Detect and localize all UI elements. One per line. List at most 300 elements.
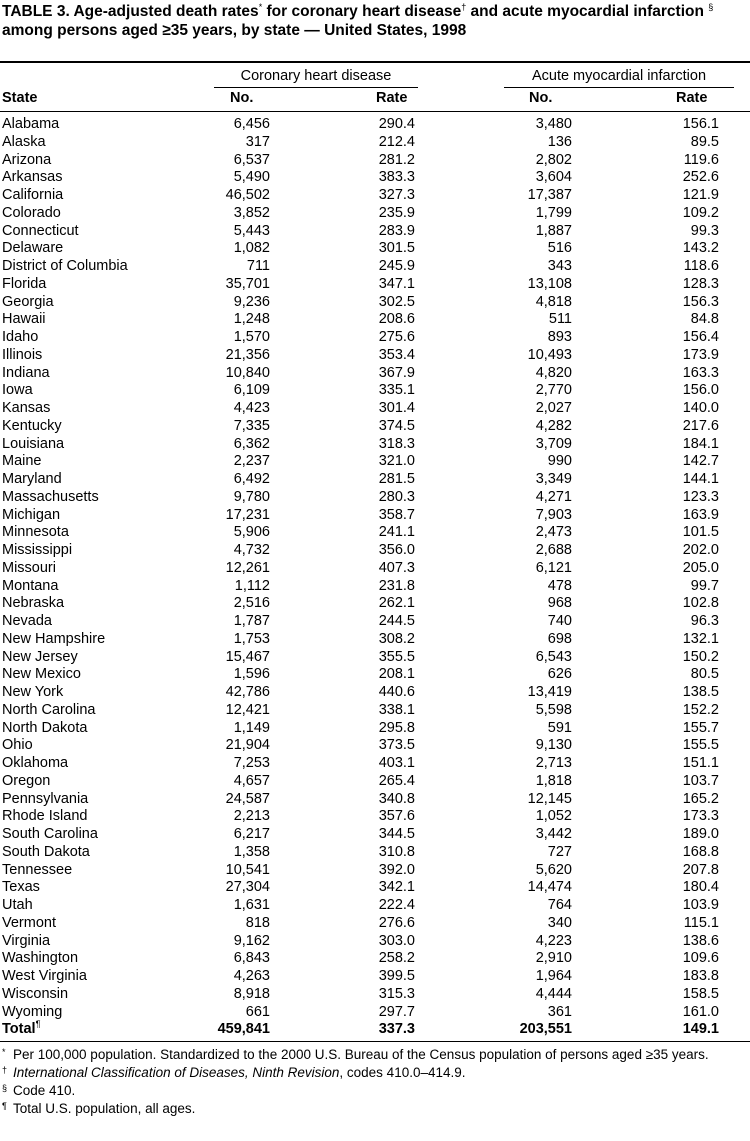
table-body [0,116,750,1039]
table-row [0,897,750,915]
top-rule [0,61,750,63]
cell-state: Arizona [2,151,52,168]
cell-ami-rate: 217.6 [682,417,719,434]
cell-state: Iowa [2,382,33,399]
cell-ami-rate: 123.3 [682,488,719,505]
cell-state: Wyoming [2,1003,63,1020]
table-row [0,205,750,223]
cell-state: Delaware [2,240,64,257]
table-row-total [0,1021,750,1039]
cell-chd-rate: 315.3 [378,985,415,1002]
title-text-3: and acute myocardial infarction [466,3,709,20]
table-row [0,542,750,560]
cell-ami-rate: 103.7 [682,772,719,789]
cell-chd-rate: 258.2 [378,950,415,967]
cell-ami-rate: 119.6 [683,151,719,168]
cell-ami-rate: 138.5 [682,684,719,700]
cell-state: Arkansas [2,169,63,186]
column-header-state: State [2,90,38,106]
cell-chd-no: 6,109 [233,382,270,399]
table-row [0,879,750,897]
footnote-pilcrow-mark: ¶ [2,1101,7,1111]
table-row [0,933,750,951]
cell-ami-rate: 156.3 [682,293,719,310]
cell-chd-no: 4,732 [233,542,270,558]
cell-state: New Hampshire [2,630,106,647]
cell-ami-no: 1,887 [535,222,572,239]
cell-chd-no: 6,843 [233,950,270,967]
table-row [0,418,750,436]
table-row [0,791,750,809]
cell-ami-no: 13,419 [527,684,572,700]
footnote-star-text: Per 100,000 population. Standardized to the 2000 U.S. Bureau of the Census population of persons aged ≥35 years. [13,1047,709,1062]
table-row [0,347,750,365]
cell-state: Kansas [2,400,51,416]
cell-state: Montana [2,577,59,594]
cell-chd-no: 818 [245,914,270,931]
cell-ami-no: 5,598 [535,701,572,718]
cell-chd-rate: 301.4 [378,400,415,416]
cell-chd-no: 4,263 [233,968,270,984]
cell-chd-no: 10,840 [225,364,270,381]
cell-chd-rate: 208.6 [378,311,415,328]
footnote-star [2,1046,748,1064]
cell-ami-rate: 132.1 [682,630,719,647]
total-cell-chd-rate: 337.3 [378,1021,415,1038]
table-row [0,986,750,1004]
cell-chd-no: 35,701 [225,275,270,292]
cell-ami-no: 4,282 [535,417,572,434]
cell-chd-rate: 290.4 [378,116,415,132]
cell-ami-rate: 168.8 [682,843,719,860]
cell-ami-rate: 165.2 [682,790,719,807]
cell-chd-rate: 357.6 [378,808,415,825]
cell-ami-no: 9,130 [535,737,572,754]
cell-chd-rate: 340.8 [378,790,415,807]
cell-chd-rate: 440.6 [378,684,415,700]
footnote-dagger-text: , codes 410.0–414.9. [339,1065,466,1080]
cell-state: Connecticut [2,222,79,239]
cell-state: California [2,187,64,203]
cell-ami-rate: 109.6 [682,950,719,967]
cell-chd-rate: 283.9 [378,222,415,239]
cell-state: Indiana [2,364,50,381]
cell-ami-no: 3,709 [535,435,572,452]
cell-ami-no: 7,903 [535,506,572,523]
table-row [0,649,750,667]
cell-ami-no: 12,145 [527,790,572,807]
table-row [0,950,750,968]
cell-state: Oregon [2,772,51,789]
cell-ami-rate: 180.4 [682,879,719,896]
cell-state: New Jersey [2,648,78,665]
cell-ami-no: 6,543 [535,648,572,665]
cell-chd-rate: 281.5 [378,471,415,487]
table-row [0,755,750,773]
cell-ami-rate: 121.9 [682,187,719,203]
bottom-rule [0,1041,750,1042]
cell-state: Pennsylvania [2,790,89,807]
table-row [0,453,750,471]
table-row [0,258,750,276]
cell-chd-rate: 281.2 [378,151,415,168]
cell-ami-rate: 99.7 [690,577,719,594]
cell-chd-rate: 407.3 [378,559,415,576]
title-mark-star: * [258,1,263,12]
total-cell-state [2,1021,40,1039]
cell-chd-rate: 280.3 [378,488,415,505]
cell-state: Maine [2,453,42,470]
cell-chd-no: 1,596 [233,666,270,683]
cell-ami-no: 2,770 [535,382,572,399]
cell-ami-no: 2,027 [535,400,572,416]
table-row [0,595,750,613]
cell-ami-rate: 101.5 [682,524,719,541]
table-row [0,329,750,347]
cell-ami-no: 968 [547,595,572,612]
cell-ami-rate: 158.5 [682,985,719,1002]
cell-ami-no: 3,604 [535,169,572,186]
cell-state: Utah [2,897,33,913]
cell-ami-rate: 189.0 [682,826,719,842]
cell-state: Nevada [2,613,52,629]
cell-chd-no: 1,149 [233,719,270,736]
cell-chd-rate: 338.1 [378,701,415,718]
cell-chd-rate: 295.8 [378,719,415,736]
group-header-coronary: Coronary heart disease [240,68,392,84]
cell-chd-no: 2,213 [233,808,270,825]
table-row [0,631,750,649]
cell-ami-no: 5,620 [535,861,572,878]
cell-state: Nebraska [2,595,65,612]
cell-state: Illinois [2,346,43,363]
cell-state: District of Columbia [2,258,128,274]
cell-chd-no: 42,786 [225,684,270,700]
cell-state: Alaska [2,133,46,150]
cell-ami-no: 740 [547,613,572,629]
cell-chd-no: 6,537 [233,151,270,168]
cell-ami-no: 14,474 [527,879,572,896]
cell-state: West Virginia [2,968,87,984]
cell-ami-rate: 89.5 [690,133,719,150]
cell-ami-no: 3,349 [535,471,572,487]
cell-state: Texas [2,879,40,896]
cell-state: Tennessee [2,861,73,878]
table-row [0,223,750,241]
cell-chd-no: 6,362 [233,435,270,452]
cell-ami-rate: 161.0 [682,1003,719,1020]
cell-chd-rate: 373.5 [378,737,415,754]
cell-ami-no: 2,910 [535,950,572,967]
total-cell-chd-no: 459,841 [217,1021,270,1038]
cell-chd-rate: 310.8 [378,843,415,860]
cell-ami-rate: 155.5 [682,737,719,754]
cell-ami-rate: 138.6 [682,932,719,949]
cell-chd-no: 4,657 [233,772,270,789]
cell-state: Oklahoma [2,755,69,771]
cell-state: Kentucky [2,417,62,434]
cell-state: Michigan [2,506,61,523]
table-row [0,524,750,542]
cell-chd-no: 3,852 [233,204,270,221]
cell-state: Minnesota [2,524,69,541]
column-header-ami-rate: Rate [676,90,708,106]
cell-ami-rate: 152.2 [682,701,719,718]
cell-chd-rate: 321.0 [378,453,415,470]
cell-state: South Carolina [2,826,98,842]
cell-chd-rate: 399.5 [378,968,415,984]
cell-ami-no: 1,818 [535,772,572,789]
cell-chd-rate: 231.8 [378,577,415,594]
cell-ami-no: 2,473 [535,524,572,541]
cell-ami-no: 990 [547,453,572,470]
cell-ami-rate: 143.2 [682,240,719,257]
cell-chd-no: 21,904 [225,737,270,754]
cell-ami-rate: 84.8 [690,311,719,328]
table-row [0,116,750,134]
title-text-4: among persons aged ≥35 years, by state — United States, 1998 [2,22,467,39]
cell-state: Missouri [2,559,56,576]
table-row [0,294,750,312]
table-row [0,737,750,755]
cell-chd-rate: 222.4 [378,897,415,913]
cell-ami-rate: 184.1 [682,435,719,452]
cell-chd-no: 1,358 [233,843,270,860]
table-row [0,276,750,294]
table-row [0,436,750,454]
cell-ami-no: 10,493 [527,346,572,363]
cell-ami-no: 2,802 [535,151,572,168]
cell-ami-rate: 252.6 [682,169,719,186]
cell-chd-rate: 265.4 [378,772,415,789]
cell-ami-rate: 140.0 [682,400,719,416]
cell-ami-rate: 80.5 [690,666,719,683]
cell-chd-no: 1,248 [233,311,270,328]
cell-chd-no: 5,906 [233,524,270,541]
cell-chd-rate: 212.4 [378,133,415,150]
cell-ami-rate: 142.7 [682,453,719,470]
cell-chd-rate: 276.6 [378,914,415,931]
title-text-1: . Age-adjusted death rates [65,3,259,20]
cell-chd-rate: 275.6 [378,329,415,345]
cell-chd-rate: 353.4 [378,346,415,363]
table-row [0,613,750,631]
cell-ami-rate: 115.1 [683,914,719,931]
cell-state: South Dakota [2,843,90,860]
cell-state: Georgia [2,293,54,310]
cell-chd-no: 2,516 [233,595,270,612]
title-mark-section: § [708,1,714,12]
cell-ami-no: 1,964 [535,968,572,984]
footnote-pilcrow-text: Total U.S. population, all ages. [13,1101,196,1116]
cell-state: Ohio [2,737,33,754]
table-row [0,666,750,684]
cell-chd-no: 27,304 [225,879,270,896]
table-row [0,578,750,596]
cell-chd-rate: 208.1 [378,666,415,683]
table-row [0,684,750,702]
table-row [0,240,750,258]
cell-state: New Mexico [2,666,81,683]
table-row [0,826,750,844]
cell-chd-rate: 297.7 [378,1003,415,1020]
footnote-star-mark: * [2,1047,6,1057]
table-row [0,844,750,862]
cell-ami-rate: 96.3 [690,613,719,629]
cell-ami-no: 478 [547,577,572,594]
cell-chd-no: 6,492 [233,471,270,487]
cell-chd-no: 1,082 [233,240,270,257]
table-row [0,382,750,400]
cell-ami-no: 17,387 [527,187,572,203]
cell-ami-no: 2,688 [535,542,572,558]
group-underline-ami [504,87,734,88]
table-row [0,862,750,880]
cell-chd-no: 5,443 [233,222,270,239]
cell-ami-no: 1,799 [535,204,572,221]
header-rule [0,111,750,112]
footnote-dagger-italic: International Classification of Diseases, Ninth Revision [13,1065,340,1080]
cell-state: Rhode Island [2,808,88,825]
cell-chd-no: 21,356 [225,346,270,363]
cell-state: Louisiana [2,435,65,452]
total-cell-ami-rate: 149.1 [682,1021,719,1038]
cell-chd-no: 4,423 [233,400,270,416]
table-row [0,1004,750,1022]
cell-chd-no: 9,780 [233,488,270,505]
footnote-section-text: Code 410. [13,1083,76,1098]
cell-ami-no: 3,442 [535,826,572,842]
cell-ami-no: 361 [547,1003,572,1020]
cell-ami-no: 6,121 [535,559,572,576]
column-header-ami-no: No. [529,90,553,106]
cell-ami-rate: 207.8 [682,861,719,878]
cell-ami-no: 591 [547,719,572,736]
cell-chd-no: 12,261 [225,559,270,576]
cell-chd-no: 711 [246,258,270,274]
footnote-dagger-mark: † [2,1065,8,1075]
cell-chd-rate: 344.5 [378,826,415,842]
cell-state: Alabama [2,116,60,132]
cell-state: Idaho [2,329,39,345]
cell-state: Washington [2,950,79,967]
footnote-section [2,1082,748,1100]
cell-state: Virginia [2,932,51,949]
cell-chd-rate: 358.7 [378,506,415,523]
cell-chd-no: 8,918 [233,985,270,1002]
total-cell-ami-no: 203,551 [519,1021,572,1038]
table-row [0,152,750,170]
cell-chd-rate: 303.0 [378,932,415,949]
cell-chd-no: 1,570 [233,329,270,345]
cell-state: Hawaii [2,311,46,328]
column-header-chd-no: No. [230,90,254,106]
cell-chd-rate: 392.0 [378,861,415,878]
cell-ami-rate: 109.2 [682,204,719,221]
cell-chd-no: 24,587 [225,790,270,807]
cell-chd-no: 1,631 [233,897,270,913]
table-row [0,915,750,933]
cell-ami-no: 13,108 [527,275,572,292]
cell-ami-rate: 156.0 [682,382,719,399]
cell-ami-rate: 163.9 [682,506,719,523]
group-header-ami: Acute myocardial infarction [531,68,707,84]
cell-ami-rate: 151.1 [682,755,719,771]
cell-chd-no: 10,541 [225,861,270,878]
cell-chd-rate: 235.9 [378,204,415,221]
table-title [2,2,748,40]
cell-chd-rate: 241.1 [378,524,415,541]
cell-ami-rate: 150.2 [682,648,719,665]
table-row [0,471,750,489]
table-row [0,489,750,507]
cell-state: Maryland [2,471,62,487]
cell-chd-rate: 318.3 [378,435,415,452]
table-row [0,560,750,578]
cell-state: Massachusetts [2,488,99,505]
cell-ami-rate: 183.8 [682,968,719,984]
cell-ami-rate: 163.3 [682,364,719,381]
cell-chd-rate: 355.5 [378,648,415,665]
cell-chd-rate: 356.0 [378,542,415,558]
cell-ami-no: 764 [547,897,572,913]
cell-chd-no: 661 [245,1003,270,1020]
total-mark: ¶ [35,1019,41,1030]
cell-chd-rate: 302.5 [378,293,415,310]
column-header-chd-rate: Rate [376,90,408,106]
footnotes [2,1046,748,1118]
table-row [0,808,750,826]
cell-ami-no: 893 [547,329,572,345]
cell-chd-rate: 301.5 [378,240,415,257]
cell-ami-rate: 102.8 [682,595,719,612]
cell-chd-rate: 403.1 [378,755,415,771]
cell-ami-no: 516 [547,240,572,257]
table-row [0,507,750,525]
table-row [0,365,750,383]
table-row [0,702,750,720]
footnote-pilcrow [2,1100,748,1118]
cell-ami-no: 4,818 [535,293,572,310]
cell-chd-rate: 342.1 [378,879,415,896]
cell-ami-no: 340 [547,914,572,931]
cell-chd-no: 9,162 [233,932,270,949]
cell-chd-no: 15,467 [225,648,270,665]
cell-state: Mississippi [2,542,73,558]
cell-chd-rate: 244.5 [378,613,415,629]
table-row [0,187,750,205]
table-row [0,400,750,418]
cell-ami-rate: 144.1 [682,471,719,487]
table-row [0,134,750,152]
cell-chd-rate: 383.3 [378,169,415,186]
cell-ami-rate: 103.9 [682,897,719,913]
cell-chd-rate: 245.9 [378,258,415,274]
cell-ami-no: 1,052 [535,808,572,825]
cell-ami-no: 511 [548,311,572,328]
title-mark-dagger: † [461,1,467,12]
cell-ami-no: 3,480 [535,116,572,132]
cell-chd-no: 2,237 [233,453,270,470]
footnote-dagger [2,1064,748,1082]
cell-ami-no: 136 [547,133,572,150]
cell-chd-rate: 367.9 [378,364,415,381]
cell-chd-no: 1,787 [233,613,270,629]
cell-ami-rate: 128.3 [682,275,719,292]
cell-state: Florida [2,275,47,292]
cell-chd-rate: 308.2 [378,630,415,647]
cell-chd-no: 317 [245,133,270,150]
